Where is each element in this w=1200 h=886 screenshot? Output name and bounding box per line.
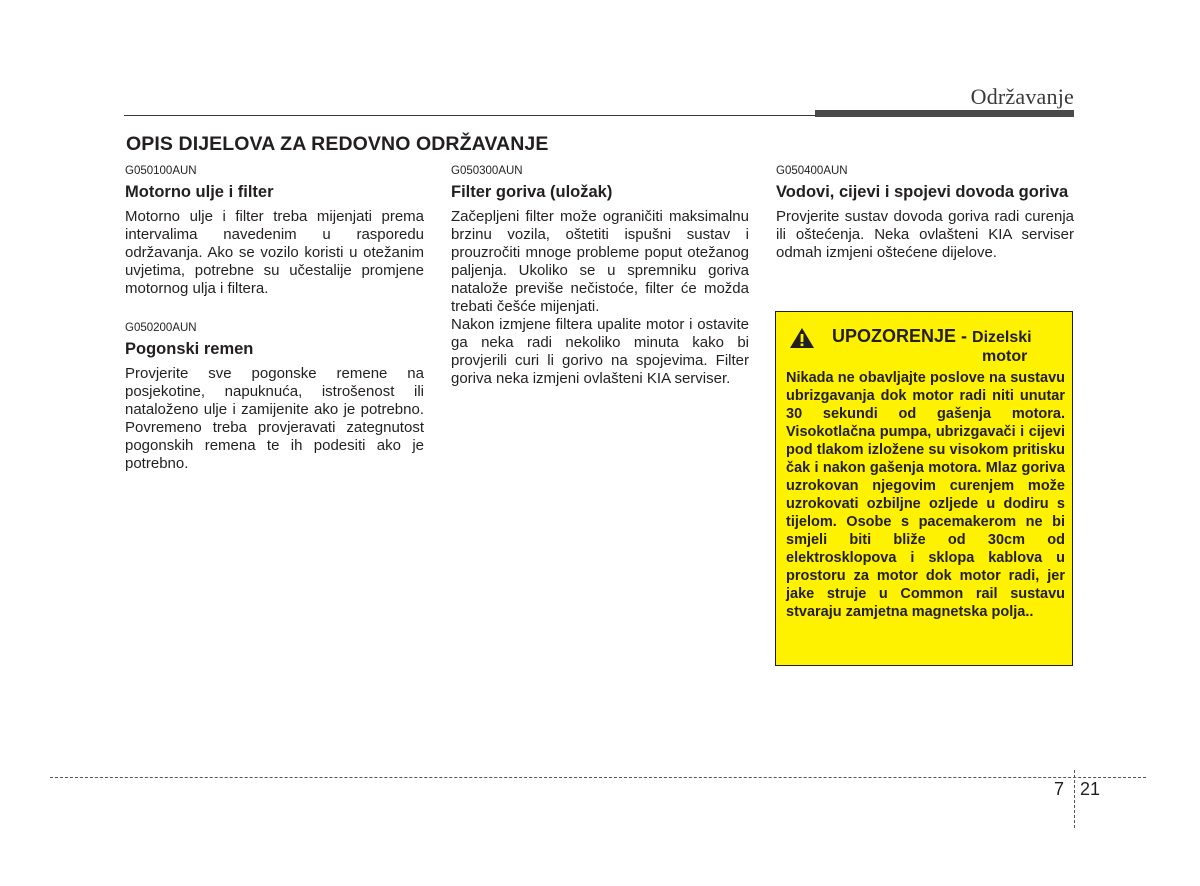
body-paragraph: Provjerite sve pogonske remene na posjekotine, napuknuća, istrošenost ili nataloženo ulje i zamijenite ako je potrebno. Povremeno treba provjeravati zategnutost pogonskih remena te ih podesiti ako je potrebno. <box>125 365 424 472</box>
warning-title-main: UPOZORENJE - <box>832 326 973 346</box>
column-3 <box>776 165 1074 262</box>
header-rule-thin <box>124 115 816 116</box>
section-code: G050300AUN <box>451 165 523 177</box>
subsection-heading: Pogonski remen <box>125 340 254 358</box>
warning-title-sub-line2: motor <box>982 348 1028 365</box>
body-paragraph: Začepljeni filter može ograničiti maksimalnu brzinu vozila, oštetiti ispušni sustav i prouzročiti mnoge probleme poput otežanog paljenja. Ukoliko se u spremniku goriva natalože previše nečistoće, filter će možda trebati češće mijenjati. <box>451 208 749 315</box>
warning-box <box>775 311 1073 666</box>
section-code: G050200AUN <box>125 322 197 334</box>
column-2 <box>451 165 749 388</box>
warning-title-sub: Dizelski <box>972 329 1032 346</box>
body-paragraph: Motorno ulje i filter treba mijenjati prema intervalima navedenim u rasporedu održavanja. Ako se vozilo koristi u otežanim uvjetima, potrebne su učestalije promjene motornog ulja i filtera. <box>125 208 424 297</box>
page-chapter-number: 7 <box>1054 779 1065 799</box>
column-1 <box>125 165 424 473</box>
section-code: G050100AUN <box>125 165 197 177</box>
footer-dashed-rule <box>50 777 1146 778</box>
header-rule-thick <box>815 110 1074 117</box>
subsection-heading: Vodovi, cijevi i spojevi dovoda goriva <box>776 183 1069 201</box>
warning-body: Nikada ne obavljajte poslove na sustavu ubrizgavanja dok motor radi niti unutar 30 sekundi od gašenja motora. Visokotlačna pumpa, ubrizgavači i cijevi pod tlakom izložene su visokom pritisku čak i nakon gašenja motora. Mlaz goriva uzrokovan njegovim curenjem može uzrokovati ozbiljne ozljede u dodiru s tijelom. Osobe s pacemakerom ne bi smjeli biti bliže od 30cm od elektrosklopova i sklopa kablova u prostoru za motor dok motor radi, jer jake struje u Common rail sustavu stvaraju zamjetna magnetska polja.. <box>786 370 1065 620</box>
footer-dashed-divider <box>1074 770 1075 828</box>
page-number: 21 <box>1080 779 1101 799</box>
body-paragraph: Nakon izmjene filtera upalite motor i ostavite ga neka radi nekoliko minuta kako bi provjerili curi li gorivo na spojevima. Filter goriva neka izmjeni ovlašteni KIA serviser. <box>451 316 749 387</box>
subsection-heading: Motorno ulje i filter <box>125 183 274 201</box>
section-code: G050400AUN <box>776 165 848 177</box>
section-title: OPIS DIJELOVA ZA REDOVNO ODRŽAVANJE <box>126 133 549 155</box>
warning-title <box>832 326 1032 347</box>
subsection-heading: Filter goriva (uložak) <box>451 183 613 201</box>
warning-triangle-icon <box>789 327 815 349</box>
body-paragraph: Provjerite sustav dovoda goriva radi curenja ili oštećenja. Neka ovlašteni KIA serviser odmah izmjeni oštećene dijelove. <box>776 208 1074 261</box>
chapter-header-title: Održavanje <box>970 84 1074 109</box>
